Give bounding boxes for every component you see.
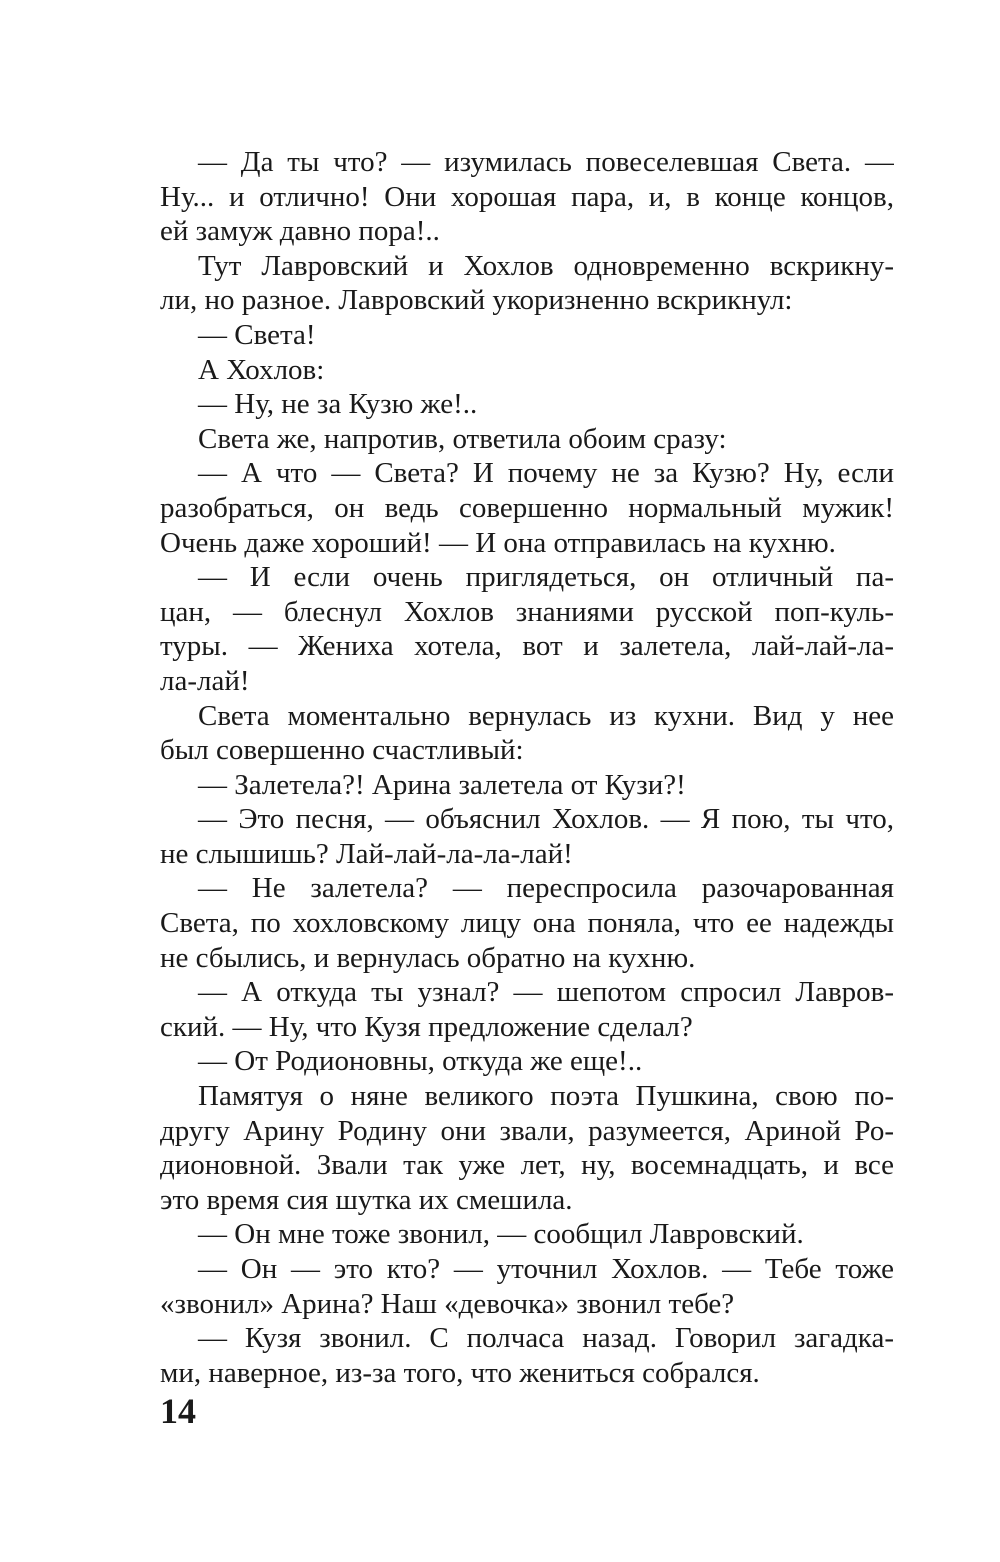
text-line: — А что — Света? И почему не за Кузю? Ну, если [198,457,894,490]
text-line: Тут Лавровский и Хохлов одновременно вскрикну- [198,249,894,282]
text-line: «звонил» Арина? Наш «девочка» звонил тебе? [160,1287,735,1320]
text-line: Памятуя о няне великого поэта Пушкина, свою по- [198,1080,894,1113]
text-line: — Залетела?! Арина залетела от Кузи?! [198,768,686,801]
text-line: — Он — это кто? — уточнил Хохлов. — Тебе тоже [198,1253,894,1285]
text-line: не слышишь? Лай-лай-ла-ла-лай! [160,837,573,870]
text-line: Очень даже хороший! — И она отправилась на кухню. [160,526,836,559]
body-text [160,145,894,1390]
text-line: не сбылись, и вернулась обратно на кухню. [160,941,696,974]
text-line: Света моментально вернулась из кухни. Вид у нее [198,699,894,732]
text-line: туры. — Жениха хотела, вот и залетела, лай-лай-ла- [160,630,894,663]
text-line: ли, но разное. Лавровский укоризненно вскрикнул: [160,284,793,317]
text-line: разобраться, он ведь совершенно нормальный мужик! [160,491,894,524]
text-line: — Не залетела? — переспросила разочарованная [198,872,894,905]
text-line: ский. — Ну, что Кузя предложение сделал? [160,1010,693,1043]
text-line: был совершенно счастливый: [160,734,524,767]
text-line: это время сия шутка их смешила. [160,1183,573,1216]
text-line: — Света! [198,318,316,351]
text-line: цан, — блеснул Хохлов знаниями русской поп-куль- [160,595,894,628]
text-line: — Он мне тоже звонил, — сообщил Лавровский. [198,1218,804,1251]
text-line: Ну... и отлично! Они хорошая пара, и, в конце концов, [160,180,894,213]
text-line: — От Родионовны, откуда же еще!.. [198,1045,643,1078]
text-line: дионовной. Звали так уже лет, ну, восемнадцать, и все [160,1149,894,1182]
text-line: ей замуж давно пора!.. [160,215,440,248]
text-line: другу Арину Родину они звали, разумеется, Ариной Ро- [160,1114,894,1147]
text-line: — Кузя звонил. С полчаса назад. Говорил загадка- [198,1322,894,1355]
page-number: 14 [160,1391,196,1431]
text-line: А Хохлов: [198,353,325,386]
text-line: — А откуда ты узнал? — шепотом спросил Лавров- [198,976,894,1009]
text-line: — Да ты что? — изумилась повеселевшая Света. — [198,146,894,178]
text-line: Света же, напротив, ответила обоим сразу: [198,422,727,455]
text-line: — Это песня, — объяснил Хохлов. — Я пою, ты что, [198,803,894,836]
text-line: — Ну, не за Кузю же!.. [198,388,478,421]
text-line: ми, наверное, из-за того, что жениться собрался. [160,1356,760,1389]
text-line: Света, по хохловскому лицу она поняла, что ее надежды [160,907,894,940]
text-line: ла-лай! [160,664,250,697]
text-line: — И если очень приглядеться, он отличный па- [198,561,894,594]
